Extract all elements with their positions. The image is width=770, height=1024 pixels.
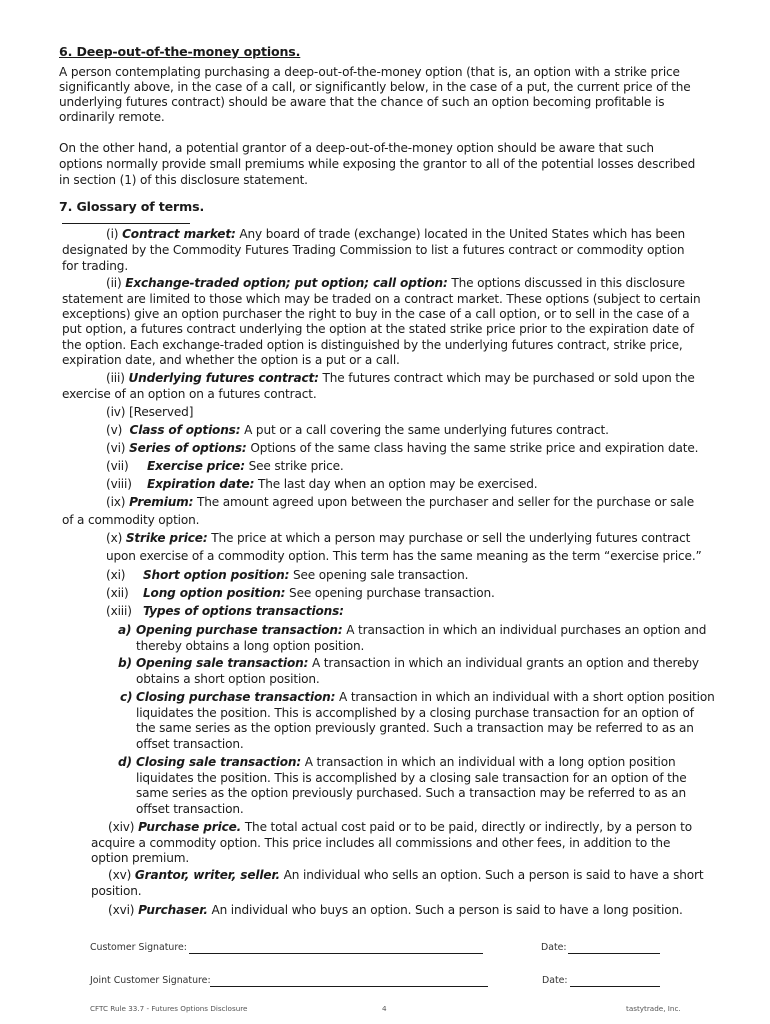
subitem-b-label: b) — [118, 656, 132, 670]
glossary-item-i-line: for trading. — [62, 259, 129, 273]
joint-signature-line[interactable] — [210, 986, 488, 987]
subitem-a-line: thereby obtains a long option position. — [136, 639, 365, 653]
glossary-item-i: (i) Contract market: Any board of trade (exchange) located in the United States which has been — [106, 227, 686, 241]
section-6-p1-line: A person contemplating purchasing a deep-out-of-the-money option (that is, an option with a strike price — [59, 65, 680, 79]
customer-date-line[interactable] — [568, 953, 660, 954]
subitem-c-label: c) — [120, 690, 133, 704]
glossary-item-xiv-line: acquire a commodity option. This price includes all commissions and other fees, in addition to the — [91, 836, 671, 850]
glossary-item-xiii: (xiii) — [106, 604, 132, 618]
glossary-item-v: (v) Class of options: A put or a call covering the same underlying futures contract. — [106, 423, 609, 437]
section-6-heading: 6. Deep-out-of-the-money options. — [59, 44, 301, 59]
footer-right: tastytrade, Inc. — [626, 1004, 681, 1013]
subitem-d: Closing sale transaction: A transaction in which an individual with a long option position — [136, 755, 676, 769]
customer-date-label: Date: — [541, 942, 567, 953]
glossary-item-ii-line: expiration date, and whether the option is a put or a call. — [62, 353, 400, 367]
glossary-item-xv: (xv) Grantor, writer, seller. An individual who sells an option. Such a person is said to have a short — [108, 868, 704, 882]
joint-date-line[interactable] — [570, 986, 660, 987]
glossary-item-ii: (ii) Exchange-traded option; put option; call option: The options discussed in this disclosure — [106, 276, 685, 290]
glossary-item-viii-text: Expiration date: The last day when an option may be exercised. — [147, 477, 538, 491]
customer-signature-line[interactable] — [189, 953, 483, 954]
glossary-item-vii: (vii) — [106, 459, 129, 473]
glossary-item-i-line: designated by the Commodity Futures Trading Commission to list a futures contract or commodity option — [62, 243, 685, 257]
section-6-p2-line: options normally provide small premiums while exposing the grantor to all of the potential losses described — [59, 157, 696, 171]
glossary-item-xii-text: Long option position: See opening purchase transaction. — [143, 586, 495, 600]
section-6-p1-line: underlying futures contract) should be aware that the chance of such an option becoming profitable is — [59, 95, 665, 109]
customer-signature-label: Customer Signature: — [90, 942, 187, 953]
section-6-p2-line: in section (1) of this disclosure statement. — [59, 173, 308, 187]
glossary-item-ii-line: statement are limited to those which may be traded on a contract market. These options (subject to certain — [62, 292, 701, 306]
subitem-c-line: the same series as the option previously granted. Such a transaction may be referred to as an — [136, 721, 694, 735]
subitem-c: Closing purchase transaction: A transaction in which an individual with a short option position — [136, 690, 715, 704]
footer-page-number: 4 — [382, 1004, 387, 1013]
section-7-heading: 7. Glossary of terms. — [59, 199, 205, 214]
joint-signature-label: Joint Customer Signature: — [90, 975, 211, 986]
glossary-item-xiv: (xiv) Purchase price. The total actual cost paid or to be paid, directly or indirectly, by a person to — [108, 820, 692, 834]
glossary-item-ix: (ix) Premium: The amount agreed upon between the purchaser and seller for the purchase or sale — [106, 495, 695, 509]
glossary-item-vii-text: Exercise price: See strike price. — [147, 459, 344, 473]
heading-underline — [62, 223, 190, 224]
subitem-d-line: offset transaction. — [136, 802, 244, 816]
glossary-item-ii-line: put option, a futures contract underlying the option at the stated strike price prior to the expiration date of — [62, 322, 694, 336]
glossary-item-ii-line: exceptions) give an option purchaser the right to buy in the case of a call option, or to sell in the case of a — [62, 307, 690, 321]
glossary-item-viii: (viii) — [106, 477, 132, 491]
glossary-item-x: (x) Strike price: The price at which a person may purchase or sell the underlying futures contract — [106, 531, 691, 545]
glossary-item-xi: (xi) — [106, 568, 126, 582]
subitem-b: Opening sale transaction: A transaction in which an individual grants an option and thereby — [136, 656, 699, 670]
glossary-item-xi-text: Short option position: See opening sale transaction. — [143, 568, 469, 582]
glossary-item-x-line: upon exercise of a commodity option. This term has the same meaning as the term “exercise price.” — [106, 549, 702, 563]
subitem-d-line: liquidates the position. This is accomplished by a closing sale transaction for an option of the — [136, 771, 687, 785]
joint-date-label: Date: — [542, 975, 568, 986]
glossary-item-iv: (iv) [Reserved] — [106, 405, 194, 419]
subitem-d-label: d) — [118, 755, 132, 769]
glossary-item-iii: (iii) Underlying futures contract: The futures contract which may be purchased or sold upon the — [106, 371, 695, 385]
subitem-c-line: offset transaction. — [136, 737, 244, 751]
section-6-p2-line: On the other hand, a potential grantor of a deep-out-of-the-money option should be aware that such — [59, 141, 654, 155]
glossary-item-vi: (vi) Series of options: Options of the same class having the same strike price and expiration date. — [106, 441, 699, 455]
subitem-b-line: obtains a short option position. — [136, 672, 320, 686]
glossary-item-ix-line: of a commodity option. — [62, 513, 200, 527]
glossary-item-xiii-text: Types of options transactions: — [143, 604, 344, 618]
subitem-a-label: a) — [118, 623, 132, 637]
subitem-c-line: liquidates the position. This is accomplished by a closing purchase transaction for an option of — [136, 706, 694, 720]
footer-left: CFTC Rule 33.7 - Futures Options Disclosure — [90, 1004, 248, 1013]
subitem-d-line: same series as the option previously purchased. Such a transaction may be referred to as an — [136, 786, 687, 800]
section-6-p1-line: ordinarily remote. — [59, 110, 165, 124]
section-6-p1-line: significantly above, in the case of a call, or significantly below, in the case of a put, the current price of the — [59, 80, 691, 94]
glossary-item-iii-line: exercise of an option on a futures contract. — [62, 387, 317, 401]
glossary-item-xii: (xii) — [106, 586, 129, 600]
glossary-item-ii-line: the option. Each exchange-traded option is distinguished by the underlying futures contract, strike price, — [62, 338, 683, 352]
glossary-item-xv-line: position. — [91, 884, 142, 898]
glossary-item-xiv-line: option premium. — [91, 851, 190, 865]
subitem-a: Opening purchase transaction: A transaction in which an individual purchases an option and — [136, 623, 707, 637]
glossary-item-xvi: (xvi) Purchaser. An individual who buys an option. Such a person is said to have a long position. — [108, 903, 683, 917]
